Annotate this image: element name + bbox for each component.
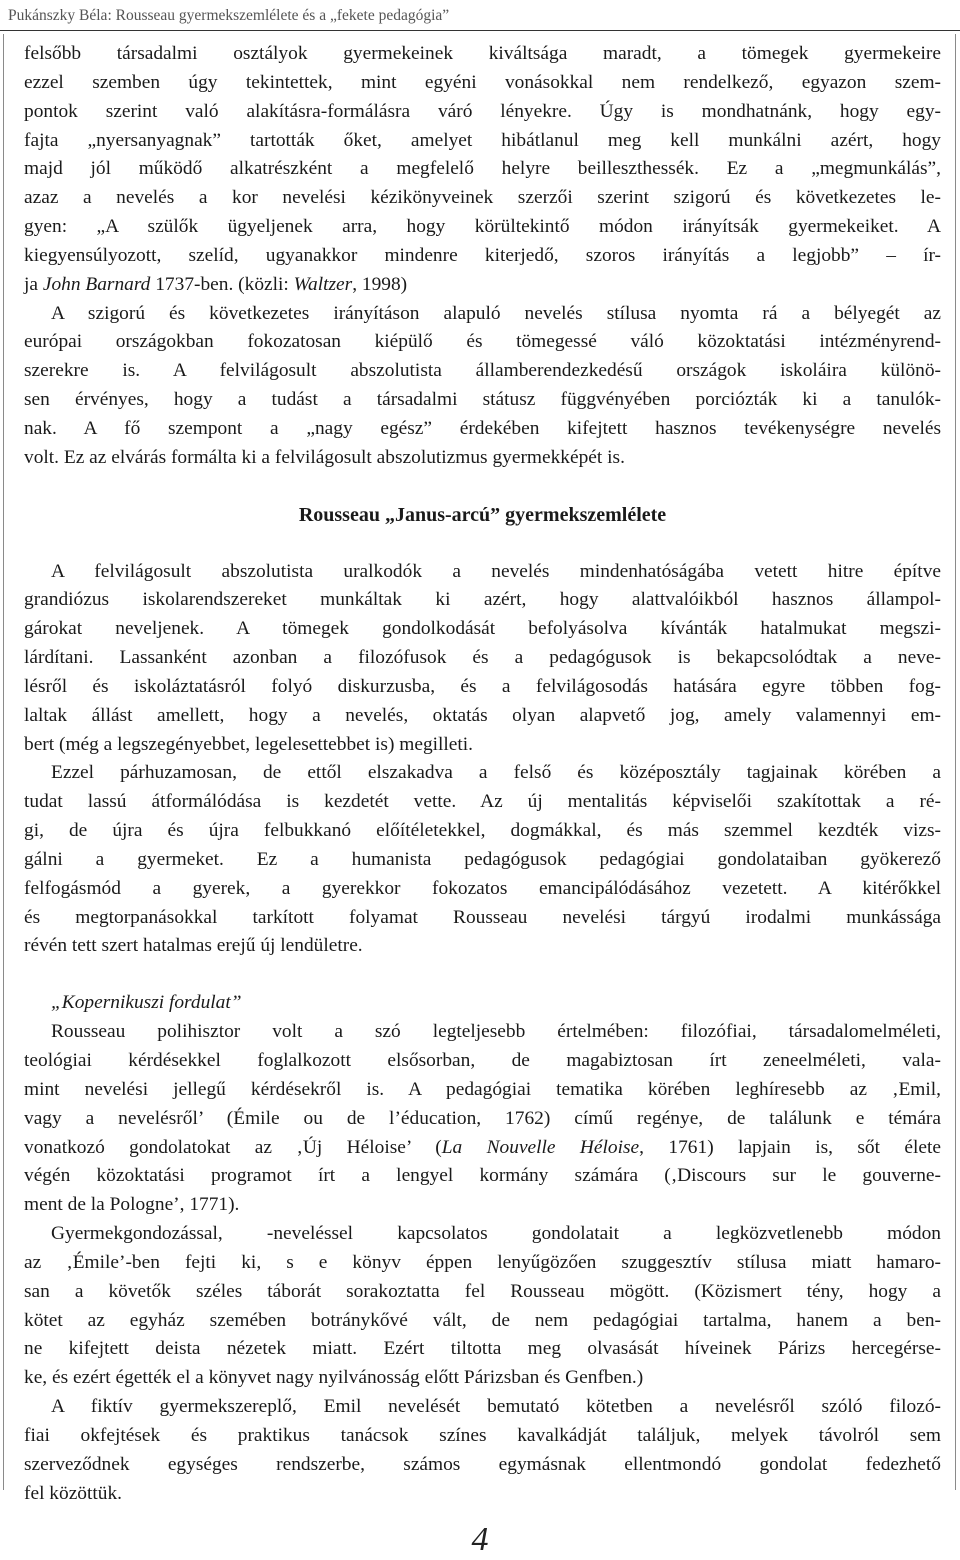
text-line: révén tett szert hatalmas erejű új lendületre.	[24, 935, 363, 957]
text-line: és megtorpanásokkal tarkított folyamat Rousseau nevelési tárgyú irodalmi munkássága	[24, 906, 941, 928]
body-text	[24, 40, 941, 1509]
subsection-heading: „Kopernikuszi fordulat”	[51, 992, 242, 1014]
text-line: nak. A fő szempont a „nagy egész” érdekében kifejtett hasznos tevékenységre nevelés	[24, 417, 941, 439]
text-line: szerveződnek egységes rendszerbe, számos egymásnak ellentmondó gondolat fedezhető	[24, 1453, 941, 1475]
text-line: san a követők széles táborát sorakoztatta fel Rousseau mögött. (Közismert tény, hogy a	[24, 1280, 941, 1302]
text-fragment: vonatkozó gondolatokat az ‚Új Héloise’ (	[24, 1136, 442, 1158]
text-line: kötet az egyház szemében botránykővé vált, de nem pedagógiai tartalma, hanem a ben-	[24, 1309, 941, 1331]
right-margin-rule	[955, 34, 956, 1490]
citation-author: Waltzer	[293, 273, 353, 295]
text-fragment: ja	[24, 273, 43, 295]
text-fragment: 1737-ben. (közli:	[150, 273, 294, 295]
text-line	[24, 271, 941, 300]
text-line: ezzel szemben úgy tekintettek, mint egyéni vonásokkal nem rendelkező, egyazon szem-	[24, 71, 941, 93]
text-line: gálni a gyermeket. Ez a humanista pedagógusok pedagógiai gondolataiban gyökerező	[24, 848, 941, 870]
text-line: fel közöttük.	[24, 1482, 123, 1504]
text-line: európai országokban fokozatosan kiépülő és tömegessé váló közoktatási intézményrend-	[24, 331, 941, 353]
text-line: fiai okfejtések és praktikus tanácsok színes kavalkádját találjuk, melyek távolról sem	[24, 1424, 941, 1446]
text-line: A szigorú és következetes irányításon alapuló nevelés stílusa nyomta rá a bélyegét az	[51, 302, 941, 324]
text-line: gyen: „A szülők ügyeljenek arra, hogy körültekintő módon irányítsák gyermekeiket. A	[24, 216, 941, 238]
text-line: laltak állást amellett, hogy a nevelés, oktatás olyan alapvető jog, amely valamennyi em-	[24, 704, 941, 726]
text-line: tudat lassú átformálódása is kezdetét vette. Az új mentalitás képviselői szakítottak a ré-	[24, 791, 941, 813]
spacer	[24, 473, 941, 501]
text-line: A felvilágosult abszolutista uralkodók a nevelés mindenhatóságába vetett hitre építve	[51, 560, 941, 582]
text-line: ment de la Pologne’, 1771).	[24, 1194, 240, 1216]
paragraph-3	[24, 558, 941, 760]
text-line: bert (még a legszegényebbet, legelesettebbet is) megilleti.	[24, 733, 474, 755]
spacer	[24, 961, 941, 989]
text-line: majd jól működő alkatrészként a megfelelő helyre beilleszthessék. Ez a „megmunkálás”,	[24, 158, 941, 180]
text-line: sen érvényes, hogy a tudást a társadalmi státusz függvényében porciózták ki a tanulók-	[24, 389, 941, 411]
text-line: felfogásmód a gyerek, a gyerekkor fokozatos emancipálódásához vezetett. A kitérőkkel	[24, 877, 941, 899]
text-fragment: , 1998)	[352, 273, 408, 295]
text-line: mint nevelési jellegű kérdésekről is. A pedagógiai tematika körében leghíresebb az ‚Emil,	[24, 1078, 941, 1100]
text-line: volt. Ez az elvárás formálta ki a felvilágosult abszolutizmus gyermekképét is.	[24, 446, 625, 468]
text-line: ke, és ezért égették el a könyvet nagy nyilvánosság előtt Párizsban és Genfben.)	[24, 1367, 644, 1389]
text-line: grandiózus iskolarendszereket munkáltak ki azért, hogy alattvalóikból hasznos állampol-	[24, 589, 941, 611]
paragraph-7	[24, 1393, 941, 1508]
paragraph-6	[24, 1220, 941, 1393]
text-line: felsőbb társadalmi osztályok gyermekeinek kiváltsága maradt, a tömegek gyermekeire	[24, 43, 941, 64]
text-line: Ezzel párhuzamosan, de ettől elszakadva a felső és középosztály tagjainak körében a	[51, 762, 941, 784]
text-line: szerekre is. A felvilágosult abszolutista államberendezkedésű országok iskoláira különö-	[24, 360, 941, 382]
text-fragment: , 1761) lapjain is, sőt élete	[639, 1136, 941, 1158]
text-line: kiegyensúlyozott, szelíd, ugyanakkor mindenre kiterjedő, szoros irányítás a legjobb” – ír-	[24, 244, 941, 266]
text-line: gárokat neveljenek. A tömegek gondolkodását befolyásolva kívánták hatalmukat megszi-	[24, 618, 941, 640]
text-line: gi, de újra és újra felbukkanó előítéletekkel, dogmákkal, és más szemmel kezdték vizs-	[24, 820, 941, 842]
text-line: vagy a nevelésről’ (Émile ou de l’éducation, 1762) című regénye, de találunk e témára	[24, 1107, 941, 1129]
text-line: az ‚Émile’-ben fejti ki, s e könyv éppen lenyűgözően szuggesztív stílusa miatt hamaro-	[24, 1251, 941, 1273]
paragraph-2	[24, 300, 941, 473]
header-rule	[0, 30, 960, 31]
text-line: teológiai kérdésekkel foglalkozott elsősorban, de magabiztosan írt zeneelméleti, vala-	[24, 1050, 941, 1071]
text-line: Gyermekgondozással, -neveléssel kapcsolatos gondolatait a legközvetlenebb módon	[51, 1223, 941, 1245]
text-line	[24, 1134, 941, 1163]
text-line: Rousseau polihisztor volt a szó legteljesebb értelmében: filozófiai, társadalomelméleti,	[51, 1021, 941, 1043]
left-margin-rule	[3, 34, 4, 1490]
paragraph-1	[24, 40, 941, 300]
book-title: La Nouvelle Héloise	[441, 1136, 640, 1158]
spacer	[24, 530, 941, 558]
text-line: A fiktív gyermekszereplő, Emil nevelését bemutató kötetben a nevelésről szóló filozó-	[51, 1396, 941, 1418]
text-line: fajta „nyersanyagnak” tartották őket, amelyet hibátlanul meg kell munkálni azért, hogy	[24, 129, 941, 151]
text-line: pontok szerint való alakításra-formálásra váró lényekre. Úgy is mondhatnánk, hogy egy-	[24, 100, 941, 122]
text-line: lárdítani. Lassanként azonban a filozófusok és a pedagógusok is bekapcsolódtak a neve-	[24, 647, 941, 669]
text-line: ne kifejtett deista nézetek miatt. Ezért tiltotta meg olvasását híveinek Párizs hercegérse-	[24, 1338, 941, 1360]
running-head: Pukánszky Béla: Rousseau gyermekszemlélete és a „fekete pedagógia”	[8, 7, 450, 24]
text-line: azaz a nevelés a kor nevelési kézikönyveinek szerzői szerint szigorú és következetes le-	[24, 187, 941, 209]
page-number: 4	[471, 1521, 489, 1558]
paragraph-5	[24, 1018, 941, 1220]
text-line: lésről és iskoláztatásról folyó diskurzusba, és a felvilágosodás hatására egyre többen fog-	[24, 675, 941, 697]
paragraph-4	[24, 759, 941, 961]
section-heading: Rousseau „Janus-arcú” gyermekszemlélete	[298, 503, 667, 526]
text-line: végén közoktatási programot írt a lengyel kormány számára (‚Discours sur le gouverne-	[24, 1165, 941, 1187]
author-name: John Barnard	[42, 273, 151, 295]
